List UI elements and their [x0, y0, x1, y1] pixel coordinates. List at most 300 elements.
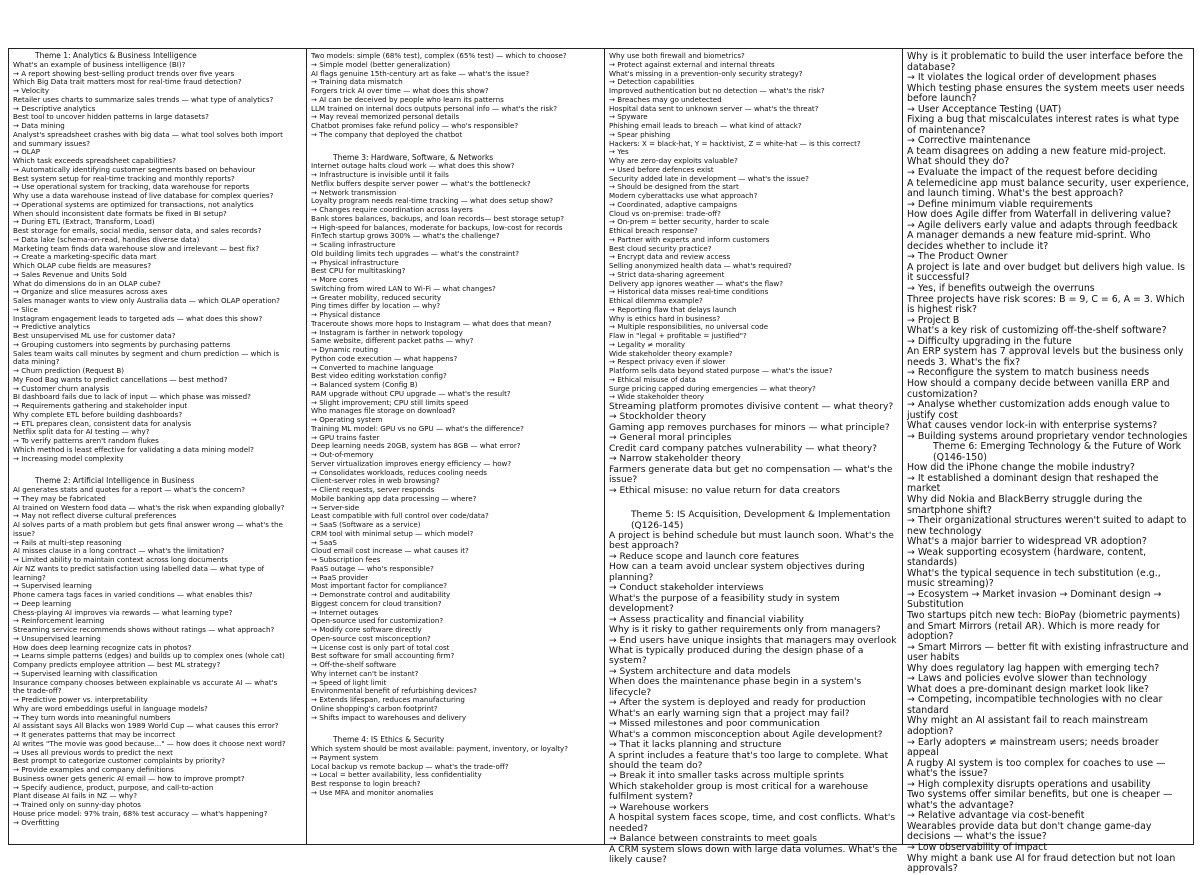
answer-line: → Spyware	[609, 112, 648, 122]
answer-line: → Specify audience, product, purpose, and call-to-action	[13, 782, 214, 792]
question-line: A team disagrees on adding a new feature mid-project. What should they do?	[907, 145, 1167, 168]
answer-line: → Out-of-memory	[311, 450, 374, 460]
answer-line: → Stockholder theory	[609, 412, 707, 423]
question-line: Fixing a bug that miscalculates interest rates is what type of maintenance?	[907, 114, 1180, 136]
question-line: RAM upgrade without CPU upgrade — what's the result?	[311, 388, 511, 398]
answer-line: → AI can be deceived by people who learn its patterns	[311, 94, 504, 104]
question-line: and summary issues?	[13, 138, 91, 148]
question-line: Why did Nokia and BlackBerry struggle during the smartphone shift?	[907, 493, 1143, 516]
answer-line: → Legality ≠ morality	[609, 339, 686, 349]
answer-line: → Local = better availability, less confidentiality	[311, 770, 482, 780]
theme-3-lines	[311, 162, 600, 722]
question-line: How should a company decide between vanilla ERP and customization?	[907, 377, 1170, 400]
question-line: CRM tool with minimal setup — which model?	[311, 528, 474, 538]
answer-line: → Descriptive analytics	[13, 103, 96, 113]
question-line: A project is late and over budget but delivers high value. Is it successful?	[907, 261, 1186, 284]
answer-line: → Overfitting	[13, 817, 60, 827]
answer-line: → Evaluate the impact of the request before deciding	[907, 167, 1158, 179]
theme-1-section	[13, 52, 302, 463]
question-line: AI misses clause in a long contract — what's the limitation?	[13, 546, 225, 556]
theme-1-title: Theme 1: Analytics & Business Intelligence	[35, 51, 197, 60]
answer-line: → Training data mismatch	[311, 77, 403, 87]
question-line: Which Big Data trait matters most for real-time fraud detection?	[13, 77, 242, 87]
question-line: Instagram engagement leads to targeted ads — what does this show?	[13, 313, 263, 323]
question-line: Loyalty program needs real-time tracking — what does setup show?	[311, 196, 554, 206]
answer-line: → SaaS	[311, 537, 337, 547]
question-line: Gaming app removes purchases for minors — what principle?	[609, 422, 890, 433]
answer-line: → It violates the logical order of development phases	[907, 72, 1157, 84]
question-line: A CRM system slows down with large data volumes. What's the likely cause?	[609, 844, 898, 866]
answer-line: → Infrastructure is invisible until it fails	[311, 170, 449, 180]
question-line: learning?	[13, 572, 46, 582]
question-line: Platform sells data beyond stated purpose — what's the issue?	[609, 366, 833, 375]
question-line: How did the iPhone change the mobile industry?	[907, 462, 1135, 474]
question-line: Three projects have risk scores: B = 9, C = 6, A = 3. Which is highest risk?	[907, 293, 1185, 316]
answer-line: → Weak supporting ecosystem (hardware, content, standards)	[907, 546, 1147, 569]
answer-line: → Multiple responsibilities, no universal code	[609, 322, 769, 332]
theme-2-lines	[13, 486, 302, 827]
question-line: Surge pricing capped during emergencies — what theory?	[609, 383, 816, 393]
question-line: Two models: simple (68% test), complex (65% test) — which to choose?	[311, 51, 567, 60]
answer-line: → Smart Mirrors — better fit with existing infrastructure and user habits	[907, 641, 1189, 664]
column-4	[903, 49, 1193, 875]
question-line: What's a key risk of customizing off-the-shelf software?	[907, 325, 1167, 337]
answer-line: → The company that deployed the chatbot	[311, 129, 463, 139]
answer-line: → Organize and slice measures across axes	[13, 287, 168, 297]
theme-4-continued	[609, 52, 898, 402]
cheat-sheet-page	[8, 48, 1194, 875]
question-line: Why use both firewall and biometrics?	[609, 51, 745, 60]
answer-line: → During ETL (Extract, Transform, Load)	[13, 217, 155, 227]
question-line: When does the maintenance phase begin in a system's lifecycle?	[609, 677, 862, 698]
question-line: Best storage for emails, social media, sensor data, and sales records?	[13, 226, 262, 236]
answer-line: → Yes	[609, 147, 629, 157]
answer-line: → Reconfigure the system to match business needs	[907, 367, 1150, 379]
answer-line: → After the system is deployed and ready for production	[609, 698, 866, 709]
answer-line: → License cost is only part of total cost	[311, 642, 450, 652]
question-line: Two systems offer similar benefits, but one is cheaper — what's the advantage?	[907, 789, 1173, 811]
question-line: Least compatible with full control over code/data?	[311, 511, 489, 521]
question-line: Business owner gets generic AI email — how to improve prompt?	[13, 773, 245, 783]
theme-2-continued-lines	[311, 52, 600, 140]
answer-line: → Consolidates workloads, reduces cooling needs	[311, 467, 487, 477]
answer-line: → On-prem = better security, harder to scale	[609, 217, 769, 227]
theme-4-continued-lines	[609, 52, 898, 402]
answer-line: → May not reflect diverse cultural preferences	[13, 511, 177, 521]
answer-line: → Simple model (better generalization)	[311, 59, 451, 69]
question-line: Best system setup for real-time tracking and monthly reports?	[13, 173, 235, 183]
answer-line: → Sales Revenue and Units Sold	[13, 269, 127, 279]
question-line: Most important factor for compliance?	[311, 581, 448, 591]
question-line: data mining?	[13, 357, 60, 367]
question-line: Best prompt to categorize customer complaints by priority?	[13, 756, 226, 766]
answer-line: → Ethical misuse: no value return for data creators	[609, 485, 840, 496]
answer-line: → Provide examples and company definitions	[13, 765, 174, 775]
answer-line: → Low observability of impact	[907, 842, 1048, 854]
answer-line: → Reporting flaw that delays launch	[609, 304, 737, 314]
question-line: Ethical breach response?	[609, 226, 698, 235]
question-line: Streaming service recommends shows without ratings — what approach?	[13, 625, 275, 635]
answer-line: → Unsupervised learning	[13, 633, 101, 643]
answer-line: → Uses all previous words to predict the next	[13, 747, 173, 757]
answer-line: → Extends lifespan, reduces manufacturing	[311, 695, 465, 705]
question-line: A manager demands a new feature mid-sprint. Who decides whether to include it?	[907, 230, 1151, 252]
question-line: Internet outage halts cloud work — what does this show?	[311, 161, 515, 171]
question-line: Forgers trick AI over time — what does this show?	[311, 86, 489, 95]
answer-line: → Create a marketing-specific data mart	[13, 252, 157, 262]
answer-line: → User Acceptance Testing (UAT)	[907, 103, 1062, 115]
answer-line: → Requirements gathering and stakeholder input	[13, 401, 188, 411]
question-line: Chess-playing AI improves via rewards — what learning type?	[13, 607, 233, 617]
question-line: Why is it risky to gather requirements only from managers?	[609, 625, 881, 636]
answer-line: → A report showing best-selling product trends over five years	[13, 68, 235, 78]
answer-line: → Data lake (schema-on-read, handles diverse data)	[13, 234, 200, 244]
answer-line: → Define minimum viable requirements	[907, 198, 1093, 210]
answer-line: → To verify patterns aren't random flukes	[13, 436, 159, 446]
answer-line: → High complexity disrupts operations and usability	[907, 778, 1151, 790]
theme-1-lines	[13, 61, 302, 464]
question-line: issue?	[13, 528, 35, 538]
question-line: Insurance company chooses between explainable vs accurate AI — what's	[13, 677, 278, 687]
answer-line: → Agile delivers early value and adapts through feedback	[907, 219, 1178, 231]
question-line: Python code execution — what happens?	[311, 353, 458, 363]
answer-line: → Used before defences exist	[609, 164, 714, 174]
answer-line: → Missed milestones and poor communication	[609, 719, 820, 730]
answer-line: → Laws and policies evolve slower than technology	[907, 673, 1148, 685]
answer-line: → It established a dominant design that reshaped the market	[907, 472, 1159, 495]
theme-4-continued-large	[609, 402, 898, 496]
question-line: How can a team avoid unclear system objectives during planning?	[609, 562, 865, 583]
question-line: Two startups pitch new tech: BioPay (biometric payments) and Smart Mirrors (retail AR). Which is more ready for adoption?	[907, 609, 1181, 643]
answer-line: → Greater mobility, reduced security	[311, 292, 442, 302]
answer-line: → Historical data misses real-time conditions	[609, 287, 769, 297]
question-line: Why are word embeddings useful in language models?	[13, 703, 208, 713]
question-line: Why is ethics hard in business?	[609, 313, 721, 323]
answer-line: → Warehouse workers	[609, 802, 709, 813]
question-line: Mobile banking app data processing — where?	[311, 493, 477, 503]
question-line: Best tool to uncover hidden patterns in large datasets?	[13, 112, 209, 122]
answer-line: → GPU trains faster	[311, 432, 380, 442]
question-line: PaaS outage — who's responsible?	[311, 563, 434, 573]
question-line: Streaming platform promotes divisive content — what theory?	[609, 402, 894, 412]
question-line: Hospital data sent to unknown server — what's the threat?	[609, 103, 819, 113]
question-line: Why internet can't be instant?	[311, 668, 419, 678]
answer-line: → PaaS provider	[311, 572, 369, 582]
answer-line: → Trained only on sunny-day photos	[13, 800, 141, 810]
question-line: Why are zero-day exploits valuable?	[609, 156, 738, 165]
question-line: Why might an AI assistant fail to reach mainstream adoption?	[907, 715, 1149, 737]
question-line: Hackers: X = black-hat, Y = hacktivist, Z = white-hat — is this correct?	[609, 138, 861, 148]
answer-line: → Detection capabilities	[609, 77, 695, 87]
question-line: Which method is least effective for validating a data mining model?	[13, 444, 254, 454]
answer-line: → Respect privacy even if slower	[609, 357, 726, 367]
answer-line: → Churn prediction (Request B)	[13, 366, 125, 376]
question-line: Netflix buffers despite server power — what's the bottleneck?	[311, 178, 531, 188]
question-line: Which testing phase ensures the system meets user needs before launch?	[907, 82, 1185, 105]
question-line: Local backup vs remote backup — what's the trade-off?	[311, 761, 509, 771]
question-line: When should inconsistent date formats be fixed in BI setup?	[13, 208, 227, 218]
answer-line: → Use MFA and monitor anomalies	[311, 787, 434, 797]
answer-line: → SaaS (Software as a service)	[311, 520, 421, 530]
answer-line: → Early adopters ≠ mainstream users; needs broader appeal	[907, 736, 1159, 759]
question-line: What do dimensions do in an OLAP cube?	[13, 278, 161, 288]
answer-line: → OLAP	[13, 147, 41, 157]
question-line: Flaw in "legal + profitable = justified"?	[609, 331, 747, 340]
question-line: Deep learning needs 20GB, system has 8GB — what error?	[311, 441, 521, 451]
question-line: AI trained on Western food data — what's the risk when expanding globally?	[13, 502, 285, 512]
theme-5-lines	[609, 531, 898, 866]
answer-line: → Network transmission	[311, 187, 397, 197]
answer-line: → Encrypt data and review access	[609, 252, 731, 262]
theme-6-lines	[907, 463, 1189, 874]
question-line: Security added late in development — what's the issue?	[609, 173, 809, 183]
answer-line: → Supervised learning with classification	[13, 668, 158, 678]
question-line: Client-server roles in web browsing?	[311, 476, 440, 486]
question-line: Best software for small accounting firm?	[311, 651, 455, 661]
answer-line: → Slice	[13, 304, 38, 314]
question-line: Delivery app ignores weather — what's the flaw?	[609, 278, 783, 288]
theme-2-section	[13, 477, 302, 827]
question-line: Bank stores balances, backups, and loan records— best storage setup?	[311, 213, 565, 223]
question-line: What does a pre-dominant design market look like?	[907, 683, 1149, 695]
answer-line: → Physical infrastructure	[311, 257, 399, 267]
theme-4-title: Theme 4: IS Ethics & Security	[333, 735, 445, 745]
answer-line: → Supervised learning	[13, 581, 92, 591]
answer-line: → Client requests, server responds	[311, 485, 435, 495]
answer-line: → Predictive analytics	[13, 322, 91, 332]
question-line: Ethical dilemma example?	[609, 296, 703, 305]
answer-line: → Operational systems are optimized for transactions, not analytics	[13, 199, 254, 209]
theme-3-section	[311, 154, 600, 723]
question-line: Biggest concern for cloud transition?	[311, 598, 442, 608]
question-line: the trade-off?	[13, 686, 62, 696]
question-line: Phishing email leads to breach — what kind of attack?	[609, 121, 802, 130]
answer-line: → Competing, incompatible technologies with no clear standard	[907, 694, 1163, 716]
answer-line: → Should be designed from the start	[609, 182, 739, 192]
question-line: What's a major barrier to widespread VR adoption?	[907, 536, 1147, 548]
answer-line: → They may be fabricated	[13, 493, 106, 503]
question-line: Marketing team finds data warehouse slow and irrelevant — best fix?	[13, 243, 260, 253]
question-line: Why might a bank use AI for fraud detection but not loan approvals?	[907, 852, 1176, 875]
question-line: issue?	[609, 475, 638, 486]
question-line: What's the purpose of a feasibility study in system development?	[609, 593, 840, 615]
answer-line: → Breaches may go undetected	[609, 94, 722, 104]
answer-line: → Changes require coordination across layers	[311, 205, 473, 215]
question-line: Retailer uses charts to summarize sales trends — what type of analytics?	[13, 94, 274, 104]
answer-line: → Automatically identifying customer segments based on behaviour	[13, 164, 256, 174]
question-line: Who manages file storage on download?	[311, 406, 456, 416]
answer-line: → Data mining	[13, 121, 65, 131]
question-line: AI writes "The movie was good because..." — how does it choose next word?	[13, 738, 286, 748]
answer-line: → Converted to machine language	[311, 362, 434, 372]
answer-line: → The Product Owner	[907, 251, 1008, 263]
answer-line: → Instagram is farther in network topology	[311, 327, 463, 337]
answer-line: → Limited ability to maintain context across long documents	[13, 555, 228, 565]
answer-line: → Partner with experts and inform customers	[609, 234, 770, 244]
question-line: Best response to login breach?	[311, 779, 421, 789]
question-line: House price model: 97% train, 68% test accuracy — what's happening?	[13, 808, 268, 818]
question-line: Which system should be most available: payment, inventory, or loyalty?	[311, 744, 569, 754]
answer-line: → Physical distance	[311, 310, 381, 320]
answer-line: → May reveal memorized personal details	[311, 112, 460, 122]
question-line: BI dashboard fails due to lack of input — which phase was missed?	[13, 392, 251, 402]
question-line: Environmental benefit of refurbishing devices?	[311, 686, 477, 696]
answer-line: → Yes, if benefits outweigh the overruns	[907, 283, 1095, 295]
question-line: Sales manager wants to view only Australia data — which OLAP operation?	[13, 296, 280, 306]
question-line: Switching from wired LAN to Wi-Fi — what changes?	[311, 283, 496, 293]
answer-line: → Scaling infrastructure	[311, 240, 396, 250]
question-line: Online shopping's carbon footprint?	[311, 703, 438, 713]
answer-line: → Dynamic routing	[311, 345, 379, 355]
question-line: What is typically produced during the design phase of a system?	[609, 645, 864, 667]
answer-line: → Strict data-sharing agreement	[609, 269, 725, 279]
question-line: Best unsupervised ML use for customer data?	[13, 331, 176, 341]
question-line: Farmers generate data but get no compensation — what's the	[609, 464, 893, 475]
question-line: A telemedicine app must balance security, user experience, and launch timing. What's the best approach?	[907, 177, 1190, 200]
answer-line: → Grouping customers into segments by purchasing patterns	[13, 339, 231, 349]
answer-line: → Payment system	[311, 752, 379, 762]
theme-6-title: Theme 6: Emerging Technology & the Future of Work (Q146-150)	[933, 441, 1182, 463]
question-line: Company predicts employee attrition — best ML strategy?	[13, 660, 221, 670]
answer-line: → Conduct stakeholder interviews	[609, 583, 764, 594]
answer-line: → More cores	[311, 275, 359, 285]
question-line: Analyst's spreadsheet crashes with big data — what tool solves both import	[13, 129, 283, 139]
answer-line: → End users have unique insights that managers may overlook	[609, 635, 897, 646]
column-2	[307, 49, 605, 844]
question-line: How does deep learning recognize cats in photos?	[13, 642, 192, 652]
theme-5-section	[609, 510, 898, 865]
question-line: Which OLAP cube fields are measures?	[13, 261, 152, 271]
question-line: Cloud email cost increase — what causes it?	[311, 546, 469, 556]
answer-line: → Increasing model complexity	[13, 453, 124, 463]
question-line: A sprint includes a feature that's too large to complete. What should the team do?	[609, 750, 889, 771]
answer-line: → Slight improvement; CPU still limits speed	[311, 397, 469, 407]
answer-line: → Deep learning	[13, 598, 72, 608]
question-line: What's a common misconception about Agile development?	[609, 729, 883, 740]
answer-line: → Balance between constraints to meet goals	[609, 834, 818, 845]
question-line: My Food Bag wants to predict cancellations — best method?	[13, 374, 228, 384]
question-line: Selling anonymized health data — what's required?	[609, 261, 792, 270]
question-line: Why complete ETL before building dashboards?	[13, 409, 183, 419]
answer-line: → It generates patterns that may be incorrect	[13, 730, 176, 740]
question-line: Server virtualization improves energy efficiency — how?	[311, 458, 512, 468]
question-line: Which task exceeds spreadsheet capabilities?	[13, 156, 176, 166]
question-line: A rugby AI system is too complex for coaches to use — what's the issue?	[907, 757, 1166, 780]
question-line: Open-source cost misconception?	[311, 633, 431, 643]
answer-line: → Ethical misuse of data	[609, 374, 696, 384]
answer-line: → Balanced system (Config B)	[311, 380, 418, 390]
question-line: Why is it problematic to build the user interface before the database?	[907, 51, 1183, 73]
theme-4-continued-large-lines	[609, 402, 898, 496]
question-line: A hospital system faces scope, time, and cost conflicts. What's needed?	[609, 813, 896, 834]
question-line: An ERP system has 7 approval levels but the business only needs 3. What's the fix?	[907, 346, 1184, 368]
question-line: AI assistant says All Blacks won 1989 World Cup — what causes this error?	[13, 721, 279, 731]
answer-line: → Demonstrate control and auditability	[311, 590, 451, 600]
question-line: AI solves parts of a math problem but gets final answer wrong — what's the	[13, 520, 283, 530]
answer-line: → Corrective maintenance	[907, 135, 1031, 147]
theme-6-section	[907, 442, 1189, 874]
question-line: Sales team waits call minutes by segment and churn prediction — which is	[13, 348, 280, 358]
answer-line: → Wide stakeholder theory	[609, 392, 705, 402]
question-line: AI flags genuine 15th-century art as fake — what's the issue?	[311, 68, 530, 78]
answer-line: → Use operational system for tracking, data warehouse for reports	[13, 182, 250, 192]
answer-line: → System architecture and data models	[609, 666, 791, 677]
question-line: Credit card company patches vulnerability — what theory?	[609, 443, 877, 454]
theme-5-continued	[907, 52, 1189, 442]
answer-line: → Building systems around proprietary vendor technologies	[907, 430, 1188, 442]
question-line: How does Agile differ from Waterfall in delivering value?	[907, 209, 1172, 221]
question-line: Which stakeholder group is most critical for a warehouse fulfilment system?	[609, 781, 869, 803]
question-line: Open-source used for customization?	[311, 616, 444, 626]
answer-line: → Their organizational structures weren't suited to adapt to new technology	[907, 515, 1187, 537]
question-line: Air NZ wants to predict satisfaction using labelled data — what type of	[13, 563, 265, 573]
column-1	[9, 49, 307, 844]
question-line: FinTech startup grows 300% — what's the challenge?	[311, 231, 500, 241]
question-line: Modern cyberattacks use what approach?	[609, 191, 758, 200]
answer-line: → Break it into smaller tasks across multiple sprints	[609, 771, 845, 782]
answer-line: → High-speed for balances, moderate for backups, low-cost for records	[311, 222, 563, 232]
theme-4-section	[311, 736, 600, 797]
answer-line: → Analyse whether customization adds enough value to justify cost	[907, 399, 1170, 421]
question-line: Plant disease AI fails in NZ — why?	[13, 791, 138, 801]
question-line: What's an example of business intelligence (BI)?	[13, 59, 186, 69]
answer-line: → Spear phishing	[609, 129, 671, 139]
answer-line: → Coordinated, adaptive campaigns	[609, 199, 738, 209]
question-line: Wide stakeholder theory example?	[609, 348, 733, 358]
question-line: Best cloud security practice?	[609, 243, 712, 253]
answer-line: → Operating system	[311, 415, 383, 425]
answer-line: → Difficulty upgrading in the future	[907, 335, 1072, 347]
answer-line: → Protect against external and internal threats	[609, 59, 775, 69]
answer-line: → Modify core software directly	[311, 625, 422, 635]
theme-3-title: Theme 3: Hardware, Software, & Networks	[333, 152, 494, 162]
answer-line: → Internet outages	[311, 607, 379, 617]
answer-line: → Ecosystem → Market invasion → Dominant design → Substitution	[907, 588, 1162, 611]
question-line: Best video editing workstation config?	[311, 371, 447, 381]
answer-line: → Customer churn analysis	[13, 383, 110, 393]
answer-line: → Subscription fees	[311, 555, 381, 565]
question-line: What's missing in a prevention-only security strategy?	[609, 68, 803, 78]
question-line: Ping times differ by location — why?	[311, 301, 441, 311]
question-line: What's an early warning sign that a project may fail?	[609, 708, 850, 719]
theme-4-lines	[311, 745, 600, 798]
answer-line: → Relative advantage via cost-benefit	[907, 810, 1085, 822]
answer-line: → Fails at multi-step reasoning	[13, 537, 122, 547]
question-line: Traceroute shows more hops to Instagram — what does that mean?	[311, 318, 552, 328]
question-line: Same website, different packet paths — why?	[311, 336, 474, 346]
answer-line: → General moral principles	[609, 433, 732, 444]
question-line: Improved authentication but no detection — what's the risk?	[609, 86, 825, 95]
question-line: A project is behind schedule but must launch soon. What's the best approach?	[609, 530, 894, 552]
answer-line: → Predictive power vs. interpretability	[13, 695, 148, 705]
question-line: AI generates stats and quotes for a report — what's the concern?	[13, 485, 246, 495]
answer-line: → Assess practicality and financial viability	[609, 614, 804, 625]
column-3	[605, 49, 903, 866]
question-line: LLM trained on internal docs outputs personal info — what's the risk?	[311, 103, 557, 113]
answer-line: → Learns simple patterns (edges) and builds up to complex ones (whole cat)	[13, 651, 285, 661]
question-line: Chatbot promises fake refund policy — who's responsible?	[311, 121, 519, 130]
answer-line: → Off-the-shelf software	[311, 660, 397, 670]
question-line: Phone camera tags faces in varied conditions — what enables this?	[13, 590, 253, 600]
question-line: Why does regulatory lag happen with emerging tech?	[907, 662, 1160, 674]
answer-line: → Speed of light limit	[311, 677, 387, 687]
answer-line: → ETL prepares clean, consistent data for analysis	[13, 418, 192, 428]
question-line: What's the typical sequence in tech substitution (e.g., music streaming)?	[907, 567, 1161, 590]
question-line: Cloud vs on-premise: trade-off?	[609, 208, 721, 218]
answer-line: → Reinforcement learning	[13, 616, 105, 626]
answer-line: → Narrow stakeholder theory	[609, 454, 741, 465]
answer-line: → That it lacks planning and structure	[609, 740, 782, 751]
